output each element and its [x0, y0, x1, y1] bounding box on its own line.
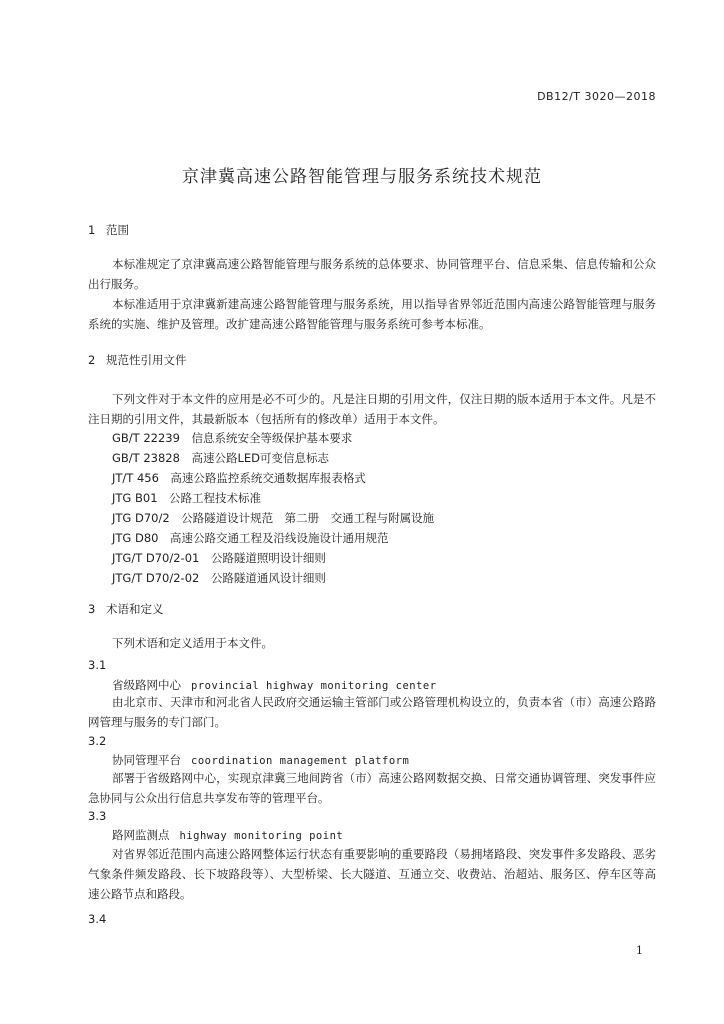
- section-heading-2: [88, 352, 187, 368]
- section-number: 1: [88, 223, 96, 237]
- reference-item: JT/T 456 高速公路监控系统交通数据库报表格式: [112, 471, 366, 485]
- paragraph: 本标准规定了京津冀高速公路智能管理与服务系统的总体要求、协同管理平台、信息采集、信息传输和公众出行服务。: [88, 257, 656, 291]
- term-chinese: 省级路网中心: [112, 678, 181, 692]
- term-definition: 部署于省级路网中心，实现京津冀三地间跨省（市）高速公路网数据交换、日常交通协调管理、突发事件应急协同与公众出行信息共享发布等的管理平台。: [88, 771, 656, 805]
- section-number: 3: [88, 602, 96, 616]
- document-number: DB12/T 3020—2018: [537, 90, 656, 103]
- term-definition: 对省界邻近范围内高速公路网整体运行状态有重要影响的重要路段（易拥堵路段、突发事件多发路段、恶劣气象条件频发路段、长下坡路段等）、大型桥梁、长大隧道、互通立交、收费站、治超站、服务区、停车区等高速公路节点和路段。: [88, 847, 656, 901]
- reference-item: JTG/T D70/2-02 公路隧道通风设计细则: [112, 571, 326, 585]
- paragraph: 本标准适用于京津冀新建高速公路智能管理与服务系统，用以指导省界邻近范围内高速公路智能管理与服务系统的实施、维护及管理。改扩建高速公路智能管理与服务系统可参考本标准。: [88, 297, 656, 331]
- clause-number: 3.3: [88, 809, 107, 823]
- term-heading: [112, 827, 343, 843]
- paragraph: 下列文件对于本文件的应用是必不可少的。凡是注日期的引用文件，仅注日期的版本适用于本文件。凡是不注日期的引用文件，其最新版本（包括所有的修改单）适用于本文件。: [88, 392, 656, 426]
- clause-number: 3.1: [88, 658, 107, 672]
- reference-item: JTG D70/2 公路隧道设计规范 第二册 交通工程与附属设施: [112, 511, 435, 525]
- reference-item: GB/T 23828 高速公路LED可变信息标志: [112, 451, 329, 465]
- paragraph: 下列术语和定义适用于本文件。: [112, 636, 273, 650]
- clause-number: 3.2: [88, 734, 107, 748]
- page-title: 京津冀高速公路智能管理与服务系统技术规范: [182, 167, 542, 187]
- term-english: highway monitoring point: [179, 830, 344, 842]
- term-definition: 由北京市、天津市和河北省人民政府交通运输主管部门或公路管理机构设立的，负责本省（市）高速公路路网管理与服务的专门部门。: [88, 695, 656, 729]
- section-title: 规范性引用文件: [106, 353, 187, 367]
- section-heading-1: [88, 222, 129, 238]
- page-number: 1: [636, 944, 643, 957]
- section-title: 术语和定义: [106, 602, 164, 616]
- term-english: provincial highway monitoring center: [191, 680, 437, 692]
- section-title: 范围: [106, 223, 129, 237]
- term-heading: [112, 677, 437, 693]
- term-english: coordination management platform: [191, 755, 410, 767]
- term-chinese: 路网监测点: [112, 828, 170, 842]
- clause-number: 3.4: [88, 912, 107, 926]
- section-heading-3: [88, 601, 164, 617]
- section-number: 2: [88, 353, 96, 367]
- term-chinese: 协同管理平台: [112, 753, 181, 767]
- reference-item: GB/T 22239 信息系统安全等级保护基本要求: [112, 431, 353, 445]
- reference-item: JTG/T D70/2-01 公路隧道照明设计细则: [112, 551, 326, 565]
- reference-item: JTG D80 高速公路交通工程及沿线设施设计通用规范: [112, 531, 389, 545]
- reference-item: JTG B01 公路工程技术标准: [112, 491, 262, 505]
- term-heading: [112, 752, 409, 768]
